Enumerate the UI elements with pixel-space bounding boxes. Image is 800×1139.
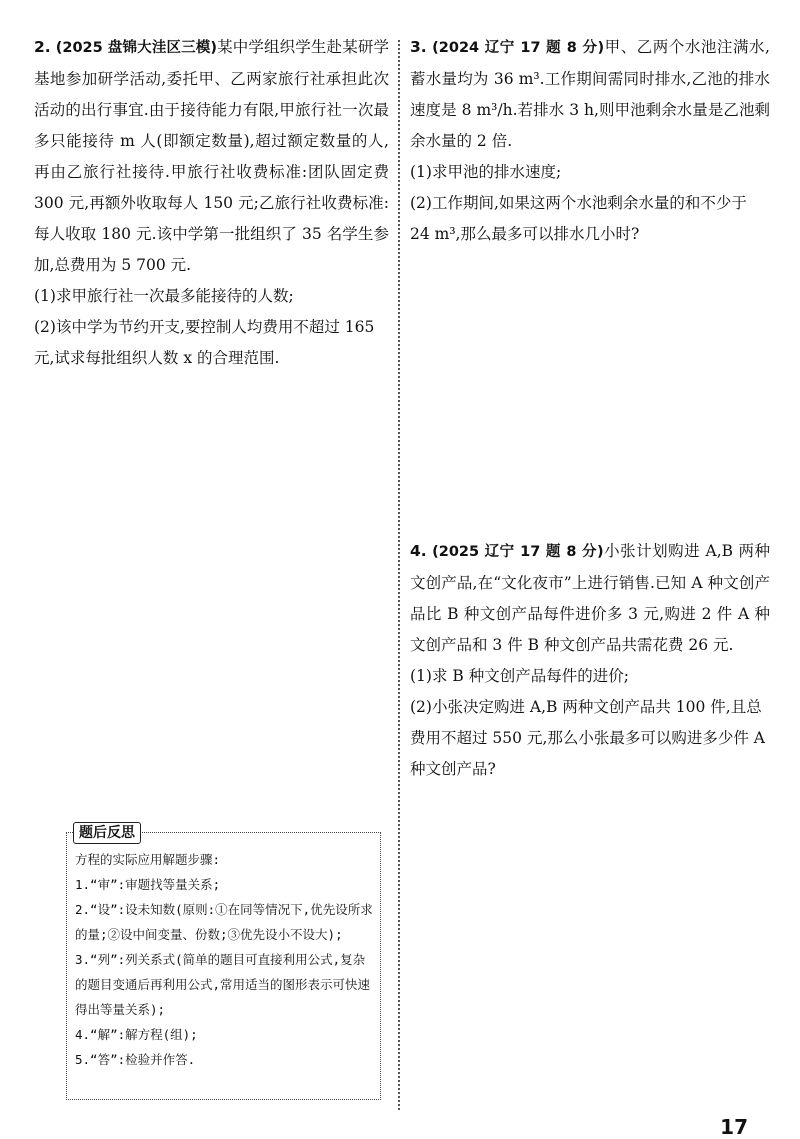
problem-4-number: 4. [410, 542, 427, 560]
problem-2 [34, 32, 389, 374]
problem-3-text [410, 32, 770, 157]
problem-2-question-2: (2)该中学为节约开支,要控制人均费用不超过 165 元,试求每批组织人数 x 的合理范围. [34, 318, 375, 367]
problem-3-body: 甲、乙两个水池注满水,蓄水量均为 36 m³.工作期间需同时排水,乙池的排水速度是 8 m³/h.若排水 3 h,则甲池剩余水量是乙池剩余水量的 2 倍. [410, 38, 770, 150]
reflection-step: 3.“列”:列关系式(简单的题目可直接利用公式,复杂的题目变通后再利用公式,常用适当的图形表示可快速得出等量关系); [75, 952, 371, 1017]
reflection-step: 2.“设”:设未知数(原则:①在同等情况下,优先设所求的量;②设中间变量、份数;③优先设小不设大); [75, 902, 373, 942]
problem-3-question-1: (1)求甲池的排水速度; [410, 163, 562, 181]
problem-4-body: 小张计划购进 A,B 两种文创产品,在“文化夜市”上进行销售.已知 A 种文创产品比 B 种文创产品每件进价多 3 元,购进 2 件 A 种文创产品和 3 件 B 种文创产品共需花费 26 元. [410, 542, 770, 654]
reflection-body [75, 847, 374, 1072]
problem-3-source: (2024 辽宁 17 题 8 分) [432, 40, 605, 56]
problem-2-number: 2. [34, 38, 51, 56]
problem-4-text [410, 536, 770, 661]
reflection-step: 5.“答”:检验并作答. [75, 1052, 196, 1067]
problem-2-text [34, 32, 389, 281]
problem-4-source: (2025 辽宁 17 题 8 分) [432, 544, 604, 560]
problem-2-source: (2025 盘锦大洼区三模) [55, 40, 217, 56]
reflection-step: 1.“审”:审题找等量关系; [75, 877, 221, 892]
reflection-intro: 方程的实际应用解题步骤: [75, 852, 221, 867]
problem-4-question-2: (2)小张决定购进 A,B 两种文创产品共 100 件,且总费用不超过 550 元,那么小张最多可以购进多少件 A 种文创产品? [410, 698, 765, 778]
problem-4 [410, 536, 770, 785]
problem-2-question-1: (1)求甲旅行社一次最多能接待的人数; [34, 287, 294, 305]
column-divider [398, 40, 400, 1110]
page-number: 17 [720, 1115, 748, 1139]
problem-3-question-2: (2)工作期间,如果这两个水池剩余水量的和不少于 24 m³,那么最多可以排水几小时? [410, 194, 747, 243]
problem-3 [410, 32, 770, 250]
problem-2-body: 某中学组织学生赴某研学基地参加研学活动,委托甲、乙两家旅行社承担此次活动的出行事宜.由于接待能力有限,甲旅行社一次最多只能接待 m 人(即额定数量),超过额定数量的人,再由乙旅行社接待.甲旅行社收费标准:团队固定费 300 元,再额外收取每人 150 元;乙旅行社收费标准:每人收取 180 元.该中学第一批组织了 35 名学生参加,总费用为 5 700 元. [34, 38, 389, 274]
reflection-title: 题后反思 [73, 822, 141, 844]
reflection-step: 4.“解”:解方程(组); [75, 1027, 198, 1042]
problem-4-question-1: (1)求 B 种文创产品每件的进价; [410, 667, 629, 685]
problem-3-number: 3. [410, 38, 427, 56]
reflection-box [66, 825, 381, 1100]
